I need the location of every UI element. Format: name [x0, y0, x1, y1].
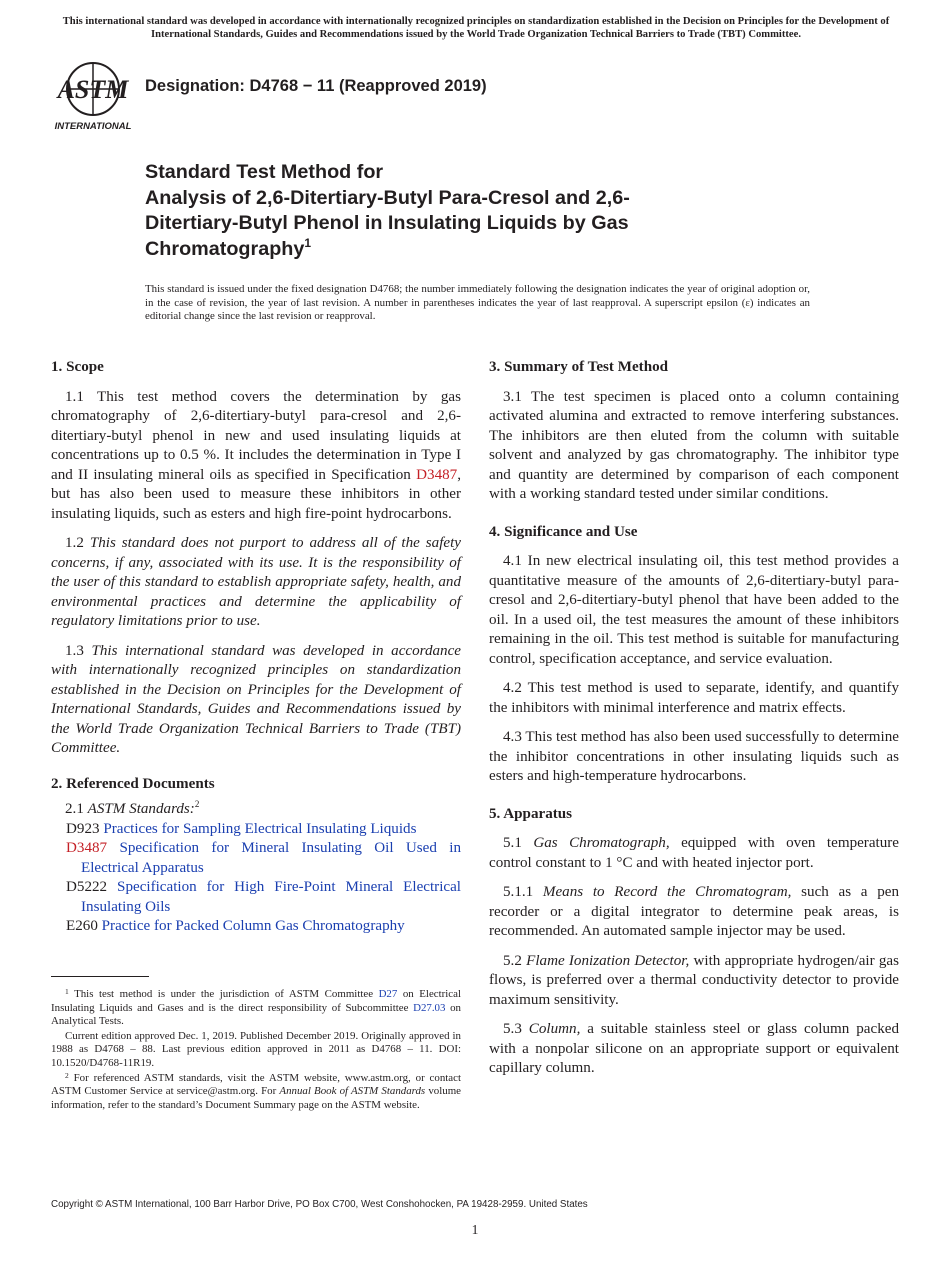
title-line: Chromatography$^1$	[145, 235, 312, 260]
left-column	[51, 358, 461, 937]
international-standard-notice: This international standard was developed in accordance with internationally recognized principles on standardization established in the Decision on Principles for the Development of International Standards, Guides and Recommendations issued by the World Trade Organization Technical Barriers to Trade (TBT) Committee.	[62, 16, 890, 40]
paragraph-5-1-1: 5.1.1 Means to Record the Chromatogram, such as a pen recorder or a digital integrator to determine peak areas, is recommended. An automated sample injector may be used.	[489, 884, 899, 939]
paragraph-4-3: 4.3 This test method has also been used successfully to determine the inhibitor concentrations in other insulating liquids such as esters and high-temperature hydrocarbons.	[489, 729, 899, 784]
referenced-documents-list	[51, 800, 461, 937]
reference-item[interactable]: E260 Practice for Packed Column Gas Chromatography	[66, 918, 405, 934]
copyright-notice: Copyright © ASTM International, 100 Barr Harbor Drive, PO Box C700, West Conshohocken, PA 19428-2959. United States	[51, 1199, 588, 1210]
designation: Designation: D4768 − 11 (Reapproved 2019)	[145, 77, 487, 95]
title-footnote-mark: 1	[304, 235, 312, 250]
section-heading-summary: 3. Summary of Test Method	[489, 359, 669, 375]
paragraph-1-1: 1.1 This test method covers the determination by gas chromatography of 2,6-ditertiary-butyl para-cresol and 2,6-ditertiary-butyl phenol in new and used insulating liquids at concentrations up to 0.5 %. It includes the determination in Type I and II insulating mineral oils as specified in Specification D3487, but has also been used to measure these inhibitors in other insulating liquids, such as esters and high fire-point hydrocarbons.	[51, 388, 461, 522]
reference-item[interactable]: D3487 Specification for Mineral Insulating Oil Used in Electrical Apparatus	[66, 840, 461, 876]
paragraph-5-2: 5.2 Flame Ionization Detector, with appropriate hydrogen/air gas flows, is preferred over a thermal conductivity detector to provide maximum sensitivity.	[489, 952, 899, 1008]
astm-logo	[52, 58, 134, 132]
section-heading-apparatus: 5. Apparatus	[489, 805, 573, 822]
section-heading-significance: 4. Significance and Use	[489, 523, 638, 540]
paragraph-4-2: 4.2 This test method is used to separate, identify, and quantify the inhibitors with minimal interference and matrix effects.	[489, 680, 899, 716]
d27-03-link[interactable]: D27.03	[413, 1001, 446, 1014]
issue-note: This standard is issued under the fixed designation D4768; the number immediately following the designation indicates the year of original adoption or, in the case of revision, the year of last revision. A number in parentheses indicates the year of last reapproval. A superscript epsilon (ε) indicates an editorial change since the last revision or reapproval.	[145, 283, 810, 323]
title-line: Standard Test Method for	[145, 161, 384, 183]
paragraph-1-3: 1.3 This international standard was developed in accordance with internationally recognized principles on standardization established in the Decision on Principles for the Development of International Standards, Guides and Recommendations issued by the World Trade Organization Technical Barriers to Trade (TBT) Committee.	[51, 642, 462, 756]
svg-text:INTERNATIONAL: INTERNATIONAL	[54, 121, 132, 132]
document-title	[145, 160, 835, 262]
d3487-link[interactable]: D3487	[416, 466, 458, 483]
reference-item[interactable]: D923 Practices for Sampling Electrical Insulating Liquids	[66, 820, 417, 837]
paragraph-5-3: 5.3 Column, a suitable stainless steel or glass column packed with a nonpolar silicone on an appropriate support or equivalent capillary column.	[489, 1021, 899, 1076]
astm-standards-subheading: 2.1 ASTM Standards:$^2$	[65, 799, 200, 817]
footnotes	[51, 988, 461, 1113]
footnote-1-edition: Current edition approved Dec. 1, 2019. Published December 2019. Originally approved in 1988 as D4768 – 88. Last previous edition approved in 2011 as D4768 – 11. DOI: 10.1520/D4768-11R19.	[51, 1029, 461, 1069]
footnote-1: $^1$ This test method is under the jurisdiction of ASTM Committee D27 on Electrical Insulating Liquids and Gases and is the direct responsibility of Subcommittee D27.03 on Analytical Tests.	[51, 987, 461, 1028]
paragraph-4-1: 4.1 In new electrical insulating oil, this test method provides a quantitative measure of the amounts of 2,6-ditertiary-butyl para-cresol and 2,6-ditertiary-butyl phenol that have been added to the oil. In a used oil, the test measures the amount of these inhibitors remaining in the oil. This test method is suitable for manufacturing control, specification acceptance, and service evaluation.	[489, 553, 899, 667]
footnote-2: $^2$ For referenced ASTM standards, visit the ASTM website, www.astm.org, or contact ASTM Customer Service at service@astm.org. For Annual Book of ASTM Standards volume information, refer to the standard’s Document Summary page on the ASTM website.	[51, 1070, 461, 1111]
svg-text:ASTM: ASTM	[57, 75, 129, 104]
section-heading-referenced-documents: 2. Referenced Documents	[51, 775, 215, 792]
reference-item[interactable]: D5222 Specification for High Fire-Point Mineral Electrical Insulating Oils	[66, 879, 461, 915]
paragraph-5-1: 5.1 Gas Chromatograph, equipped with oven temperature control constant to 1 °C and with heated injector port.	[489, 835, 900, 871]
d27-link[interactable]: D27	[378, 988, 398, 1000]
paragraph-1-2: 1.2 This standard does not purport to address all of the safety concerns, if any, associated with its use. It is the responsibility of the user of this standard to establish appropriate safety, health, and environmental practices and determine the applicability of regulatory limitations prior to use.	[51, 535, 462, 629]
footnote-divider	[51, 976, 149, 977]
section-heading-scope: 1. Scope	[51, 359, 104, 375]
right-column	[489, 358, 899, 1089]
title-line: Analysis of 2,6-Ditertiary-Butyl Para-Cresol and 2,6-	[145, 186, 630, 209]
page-number: 1	[471, 1222, 479, 1237]
paragraph-3-1: 3.1 The test specimen is placed onto a column containing activated alumina and extracted to remove interfering substances. The inhibitors are then eluted from the column with suitable solvent and analyzed by gas chromatography. The inhibitor type and quantity are determined by comparison of each component with a working standard tested under similar conditions.	[489, 388, 899, 502]
title-line: Ditertiary-Butyl Phenol in Insulating Liquids by Gas	[145, 212, 629, 234]
